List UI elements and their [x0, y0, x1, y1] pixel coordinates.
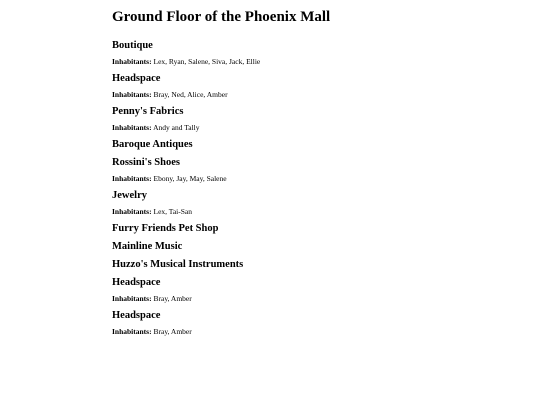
store-entry	[112, 138, 532, 151]
document-body	[112, 8, 532, 342]
inhabitants-label: Inhabitants:	[112, 174, 152, 183]
store-name: Penny's Fabrics	[112, 106, 184, 117]
inhabitants-line	[112, 294, 532, 304]
inhabitants-label: Inhabitants:	[112, 327, 152, 336]
inhabitants-label: Inhabitants:	[112, 294, 152, 303]
inhabitants-line	[112, 90, 532, 100]
inhabitants-line	[112, 207, 532, 217]
inhabitants-list: Bray, Ned, Alice, Amber	[153, 90, 228, 99]
store-name: Furry Friends Pet Shop	[112, 223, 219, 234]
inhabitants-list: Lex, Ryan, Salene, Siva, Jack, Ellie	[153, 57, 261, 66]
store-entry	[112, 72, 532, 100]
store-entry	[112, 240, 532, 253]
store-name: Huzzo's Musical Instruments	[112, 259, 244, 270]
store-entry	[112, 258, 532, 271]
store-name: Mainline Music	[112, 241, 183, 252]
store-name: Headspace	[112, 73, 161, 84]
store-entry	[112, 309, 532, 337]
inhabitants-label: Inhabitants:	[112, 57, 152, 66]
store-entry	[112, 105, 532, 133]
page-title: Ground Floor of the Phoenix Mall	[112, 9, 331, 25]
store-name: Rossini's Shoes	[112, 157, 180, 168]
inhabitants-line	[112, 57, 532, 67]
store-name: Boutique	[112, 40, 153, 51]
store-entry	[112, 39, 532, 67]
inhabitants-list: Andy and Tally	[153, 123, 200, 132]
inhabitants-list: Bray, Amber	[153, 294, 192, 303]
inhabitants-label: Inhabitants:	[112, 90, 152, 99]
inhabitants-label: Inhabitants:	[112, 207, 152, 216]
inhabitants-list: Lex, Tai-San	[153, 207, 192, 216]
inhabitants-list: Bray, Amber	[153, 327, 192, 336]
inhabitants-line	[112, 174, 532, 184]
store-name: Jewelry	[112, 190, 147, 201]
store-entry	[112, 156, 532, 184]
store-name: Baroque Antiques	[112, 139, 193, 150]
inhabitants-list: Ebony, Jay, May, Salene	[153, 174, 227, 183]
store-entry	[112, 222, 532, 235]
inhabitants-label: Inhabitants:	[112, 123, 152, 132]
store-name: Headspace	[112, 277, 161, 288]
store-name: Headspace	[112, 310, 161, 321]
store-entry	[112, 189, 532, 217]
inhabitants-line	[112, 327, 532, 337]
store-entry	[112, 276, 532, 304]
inhabitants-line	[112, 123, 532, 133]
